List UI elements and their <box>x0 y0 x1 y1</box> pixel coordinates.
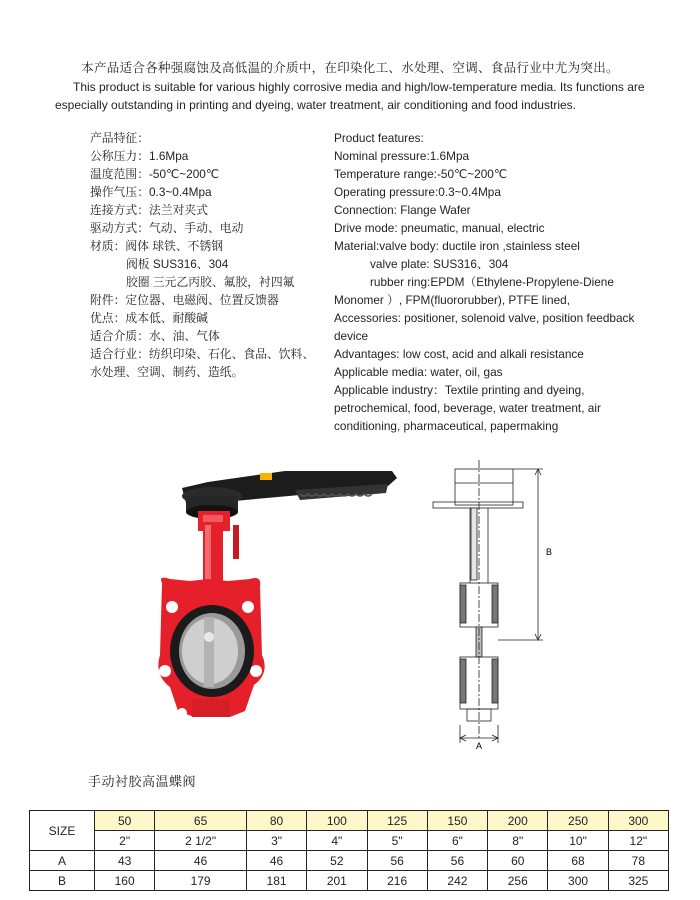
en-feature-line: Material:valve body: ductile iron ,stainless steel <box>334 239 580 253</box>
table-cell: 2 1/2" <box>155 831 247 851</box>
cn-feature-line: 驱动方式：气动、手动、电动 <box>90 221 244 235</box>
cn-feature-line: 阀板 SUS316、304 <box>126 257 229 271</box>
en-feature-line: Connection: Flange Wafer <box>334 203 471 217</box>
cn-feature-line: 适合介质：水、油、气体 <box>90 329 220 343</box>
row-label-b: B <box>30 871 95 891</box>
table-cell: 100 <box>307 811 367 831</box>
size-header: SIZE <box>30 811 95 851</box>
table-cell: 10" <box>548 831 608 851</box>
table-row <box>30 811 669 831</box>
en-feature-line: Nominal pressure:1.6Mpa <box>334 149 470 163</box>
table-row <box>30 851 669 871</box>
cn-feature-line: 附件：定位器、电磁阀、位置反馈器 <box>90 293 279 307</box>
table-cell: 43 <box>95 851 155 871</box>
product-caption: 手动衬胶高温蝶阀 <box>88 774 197 789</box>
features-chinese <box>90 129 330 381</box>
dimension-a-label: A <box>476 741 483 751</box>
table-cell: 150 <box>427 811 487 831</box>
table-cell: 125 <box>367 811 427 831</box>
table-cell: 8" <box>488 831 548 851</box>
en-feature-line: Applicable media: water, oil, gas <box>334 365 503 379</box>
table-cell: 300 <box>548 871 608 891</box>
table-cell: 46 <box>246 851 306 871</box>
en-feature-line: Advantages: low cost, acid and alkali resistance <box>334 347 584 361</box>
cn-feature-line: 公称压力：1.6Mpa <box>90 149 189 163</box>
table-cell: 3" <box>246 831 306 851</box>
cn-feature-line: 适合行业：纺织印染、石化、食品、饮料、 <box>90 347 315 361</box>
table-cell: 6" <box>427 831 487 851</box>
table-cell: 65 <box>155 811 247 831</box>
en-feature-line: Accessories: positioner, solenoid valve, position feedback device <box>334 311 635 343</box>
table-cell: 68 <box>548 851 608 871</box>
row-label-a: A <box>30 851 95 871</box>
cn-feature-title: 产品特征： <box>90 131 149 145</box>
table-cell: 50 <box>95 811 155 831</box>
table-cell: 200 <box>488 811 548 831</box>
cn-feature-line: 水处理、空调、制药、造纸。 <box>90 365 244 379</box>
table-cell: 2" <box>95 831 155 851</box>
butterfly-valve-photo <box>150 455 410 765</box>
table-cell: 52 <box>307 851 367 871</box>
en-feature-line: rubber ring:EPDM（Ethylene-Propylene-Diene <box>370 275 614 289</box>
en-feature-line: Monomer ）, FPM(fluororubber), PTFE lined, <box>334 293 571 307</box>
cn-feature-line: 连接方式：法兰对夹式 <box>90 203 208 217</box>
cn-feature-line: 胶圈 三元乙丙胶、氟胶，衬四氟 <box>126 275 295 289</box>
en-feature-line: valve plate: SUS316、304 <box>370 257 509 271</box>
table-cell: 5" <box>367 831 427 851</box>
intro-english: This product is suitable for various highly corrosive media and high/low-temperature media. Its functions are especially outstanding in printing and dyeing, water treatment, air conditioning and food industries. <box>55 80 645 112</box>
table-cell: 300 <box>608 811 668 831</box>
en-feature-title: Product features: <box>334 131 424 145</box>
en-feature-line: Operating pressure:0.3~0.4Mpa <box>334 185 501 199</box>
valve-section-drawing <box>425 455 595 755</box>
table-cell: 56 <box>427 851 487 871</box>
table-cell: 160 <box>95 871 155 891</box>
table-cell: 12" <box>608 831 668 851</box>
table-cell: 201 <box>307 871 367 891</box>
en-feature-line: Temperature range:-50℃~200℃ <box>334 167 508 181</box>
table-cell: 56 <box>367 851 427 871</box>
table-cell: 250 <box>548 811 608 831</box>
features-english <box>334 129 664 435</box>
cn-feature-line: 温度范围：-50℃~200℃ <box>90 167 220 181</box>
table-cell: 46 <box>155 851 247 871</box>
table-cell: 80 <box>246 811 306 831</box>
en-feature-line: Applicable industry：Textile printing and dyeing, petrochemical, food, beverage, water treatment, air conditioning, pharmaceutical, papermaking <box>334 383 601 433</box>
size-table <box>29 810 669 891</box>
table-cell: 78 <box>608 851 668 871</box>
table-cell: 181 <box>246 871 306 891</box>
cn-feature-line: 优点：成本低、耐酸碱 <box>90 311 208 325</box>
table-cell: 216 <box>367 871 427 891</box>
table-cell: 60 <box>488 851 548 871</box>
table-cell: 4" <box>307 831 367 851</box>
table-cell: 256 <box>488 871 548 891</box>
en-feature-line: Drive mode: pneumatic, manual, electric <box>334 221 545 235</box>
table-cell: 325 <box>608 871 668 891</box>
table-cell: 242 <box>427 871 487 891</box>
table-row <box>30 871 669 891</box>
cn-feature-line: 操作气压：0.3~0.4Mpa <box>90 185 212 199</box>
cn-feature-line: 材质：阀体 球铁、不锈钢 <box>90 239 224 253</box>
table-cell: 179 <box>155 871 247 891</box>
intro-chinese: 本产品适合各种强腐蚀及高低温的介质中，在印染化工、水处理、空调、食品行业中尤为突出。 <box>81 61 619 75</box>
table-row <box>30 831 669 851</box>
dimension-b-label: B <box>546 547 553 557</box>
